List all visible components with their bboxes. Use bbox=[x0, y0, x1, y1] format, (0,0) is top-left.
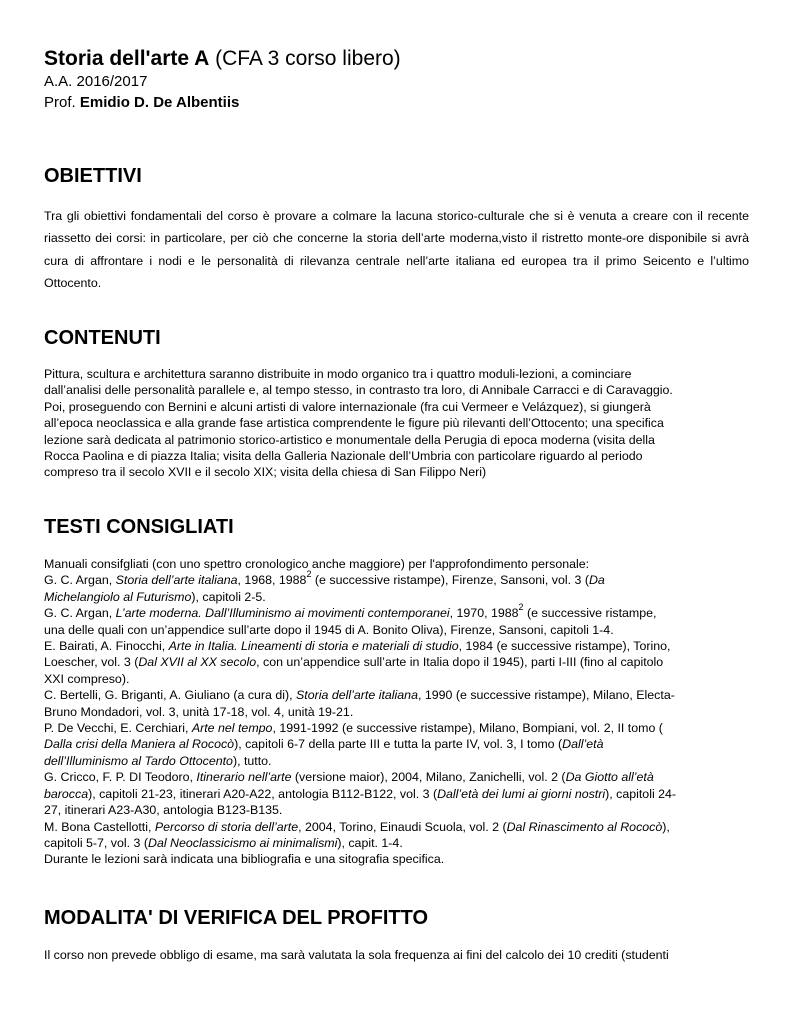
contenuti-line: all’epoca neoclassica e alla grande fase artistica comprendente le figure più rilevanti dell’Ottocento; una specifica bbox=[44, 416, 664, 431]
contenuti-line: Poi, proseguendo con Bernini e alcuni artisti di valore internazionale (fra cui Vermeer e Velázquez), si giungerà bbox=[44, 399, 651, 414]
contenuti-line: lezione sarà dedicata al patrimonio storico-artistico e monumentale della Perugia di epoca moderna (visita della bbox=[44, 432, 655, 447]
academic-year: A.A. 2016/2017 bbox=[44, 73, 148, 90]
bibliography-entry-devecchi: P. De Vecchi, E. Cerchiari, Arte nel tempo, 1991-1992 (e successive ristampe), Milano, Bompiani, vol. 2, II tomo ( bbox=[44, 721, 663, 736]
bibliography-entry-bona-cont: capitoli 5-7, vol. 3 (Dal Neoclassicismo ai minimalismi), capit. 1-4. bbox=[44, 835, 403, 850]
bibliography-entry-devecchi-cont: Dalla crisi della Maniera al Rococò), capitoli 6-7 della parte III e tutta la parte IV, vol. 3, I tomo (Dall’età bbox=[44, 737, 604, 752]
obiettivi-paragraph: Tra gli obiettivi fondamentali del corso è provare a colmare la lacuna storico-culturale che si è venuta a creare con il recente riassetto dei corsi: in particolare, per ciò che concerne la storia dell’arte moderna,visto il ristretto monte-ore disponibile si avrà cura di affrontare i nodi e le personalità di rilevanza centrale nell’arte italiana ed europea tra il primo Seicento e l’ultimo Ottocento. bbox=[44, 209, 749, 290]
verifica-paragraph: Il corso non prevede obbligo di esame, ma sarà valutata la sola frequenza ai fini del calcolo dei 10 crediti (studenti bbox=[44, 948, 669, 962]
bibliography-entry-argan-1: G. C. Argan, Storia dell’arte italiana, 1968, 1988$^2$ (e successive ristampe), Firenze, Sansoni, vol. 3 (Da bbox=[44, 569, 605, 588]
bibliography-closing: Durante le lezioni sarà indicata una bibliografia e una sitografia specifica. bbox=[44, 852, 445, 867]
heading-contenuti: CONTENUTI bbox=[44, 327, 161, 349]
bibliography-entry-bairati-cont: XXI compreso). bbox=[44, 671, 130, 686]
heading-testi-consigliati: TESTI CONSIGLIATI bbox=[44, 516, 234, 538]
bibliography-entry-bona: M. Bona Castellotti, Percorso di storia dell’arte, 2004, Torino, Einaudi Scuola, vol. 2 (Dal Rinascimento al Rococò), bbox=[44, 819, 670, 834]
bibliography-entry-argan-2: G. C. Argan, L’arte moderna. Dall’Illuminismo ai movimenti contemporanei, 1970, 1988$^2$ (e successive ristampe, bbox=[44, 602, 657, 621]
bibliography-entry-devecchi-cont: dell’Illuminismo al Tardo Ottocento), tutto. bbox=[44, 753, 272, 768]
professor-prefix: Prof. bbox=[44, 94, 80, 111]
bibliography-entry-cricco: G. Cricco, F. P. DI Teodoro, Itinerario nell’arte (versione maior), 2004, Milano, Zanichelli, vol. 2 (Da Giotto all’età bbox=[44, 770, 654, 785]
contenuti-paragraph bbox=[44, 366, 749, 481]
course-title bbox=[44, 46, 401, 72]
professor-name: Emidio D. De Albentiis bbox=[79, 94, 240, 111]
bibliography-entry-bertelli-cont: Bruno Mondadori, vol. 3, unità 17-18, vol. 4, unità 19-21. bbox=[44, 704, 354, 719]
bibliography-entry-cricco-cont: 27, itinerari A23-A30, antologia B123-B135. bbox=[44, 803, 283, 818]
course-title-rest: (CFA 3 corso libero) bbox=[209, 47, 401, 70]
contenuti-line: dall’analisi delle personalità parallele e, al tempo stesso, in contrasto tra loro, di Annibale Carracci e di Caravaggio. bbox=[44, 383, 673, 398]
heading-verifica: MODALITA' DI VERIFICA DEL PROFITTO bbox=[44, 907, 429, 929]
bibliography-entry-argan-2-cont: una delle quali con un’appendice sull’arte dopo il 1945 di A. Bonito Oliva), Firenze, Sansoni, capitoli 1-4. bbox=[44, 622, 614, 637]
course-title-bold: Storia dell'arte A bbox=[44, 47, 210, 70]
bibliography-intro: Manuali consifgliati (con uno spettro cronologico anche maggiore) per l'approfondimento personale: bbox=[44, 557, 590, 571]
professor-line bbox=[44, 93, 239, 112]
contenuti-line: compreso tra il secolo XVII e il secolo XIX; visita della chiesa di San Filippo Neri) bbox=[44, 465, 487, 480]
bibliography-entry-bertelli: C. Bertelli, G. Briganti, A. Giuliano (a cura di), Storia dell’arte italiana, 1990 (e successive ristampe), Milano, Electa- bbox=[44, 688, 675, 703]
bibliography-entry-bairati: E. Bairati, A. Finocchi, Arte in Italia. Lineamenti di storia e materiali di studio, 1984 (e successive ristampe), Torino, bbox=[44, 639, 671, 654]
bibliography-entry-argan-1-cont: Michelangiolo al Futurismo), capitoli 2-5. bbox=[44, 589, 266, 604]
contenuti-line: Rocca Paolina e di piazza Italia; visita della Galleria Nazionale dell’Umbria con particolare riguardo al periodo bbox=[44, 449, 643, 464]
bibliography-entry-cricco-cont: barocca), capitoli 21-23, itinerari A20-A22, antologia B112-B122, vol. 3 (Dall’età dei lumi ai giorni nostri), capitoli 24- bbox=[44, 786, 677, 801]
contenuti-line: Pittura, scultura e architettura saranno distribuite in modo organico tra i quattro moduli-lezioni, a cominciare bbox=[44, 367, 632, 381]
bibliography-entry-bairati-cont: Loescher, vol. 3 (Dal XVII al XX secolo, con un’appendice sull’arte in Italia dopo il 1945), parti I-III (fino al capitolo bbox=[44, 655, 664, 670]
heading-obiettivi: OBIETTIVI bbox=[44, 165, 142, 187]
bibliography-list bbox=[44, 556, 749, 868]
